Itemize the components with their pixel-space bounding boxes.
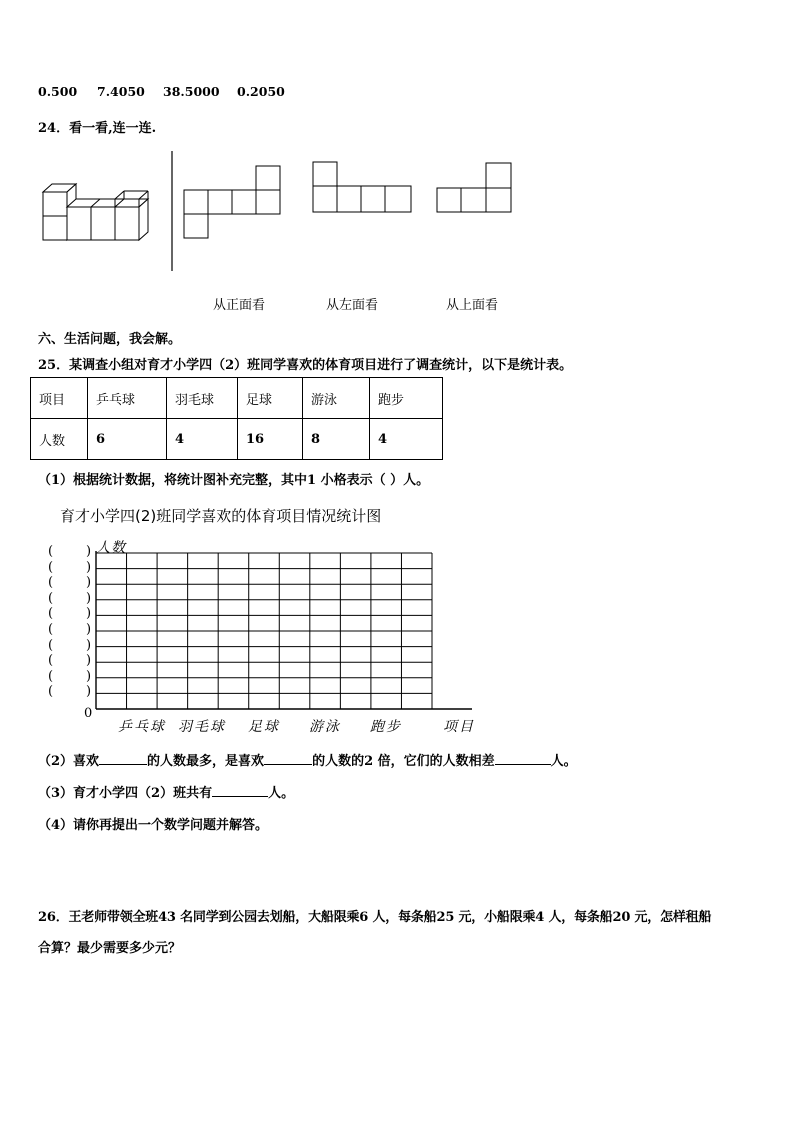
q25-part3 bbox=[38, 782, 294, 801]
number-item: 0.2050 bbox=[237, 84, 285, 99]
answer-blank[interactable] bbox=[212, 796, 268, 797]
text-segment: 的人数最多，是喜欢 bbox=[147, 754, 265, 769]
text-segment: 人。 bbox=[550, 754, 577, 769]
text-segment: （3）育才小学四（2）班共有 bbox=[38, 786, 213, 801]
y-axis-label: 人数 bbox=[96, 540, 126, 556]
q26-line1: 26．王老师带领全班43 名同学到公园去划船，大船限乘6 人，每条船25 元，小船限乘4 人，每条船20 元，怎样租船 bbox=[38, 910, 712, 925]
y-tick-label[interactable]: ( ) bbox=[48, 637, 92, 653]
y-tick-label[interactable]: ( ) bbox=[48, 622, 92, 637]
table-cell: 跑步 bbox=[370, 378, 443, 419]
q25-intro: 25．某调查小组对育才小学四（2）班同学喜欢的体育项目进行了调查统计，以下是统计表。 bbox=[38, 358, 573, 373]
table-cell: 游泳 bbox=[303, 378, 370, 419]
table-cell: 8 bbox=[303, 419, 370, 460]
y-tick-label[interactable]: ( ) bbox=[48, 559, 92, 575]
y-tick-label[interactable]: ( ) bbox=[48, 668, 92, 684]
table-cell: 人数 bbox=[31, 419, 88, 460]
q26-line2: 合算？最少需要多少元？ bbox=[38, 941, 182, 956]
origin-label: 0 bbox=[84, 706, 93, 721]
table-cell: 6 bbox=[88, 419, 167, 460]
table-cell: 4 bbox=[167, 419, 238, 460]
table-cell: 乒乓球 bbox=[88, 378, 167, 419]
table-cell: 羽毛球 bbox=[167, 378, 238, 419]
table-cell: 足球 bbox=[238, 378, 303, 419]
view-label-front: 从正面看 bbox=[213, 298, 266, 313]
table-cell: 项目 bbox=[31, 378, 88, 419]
section-heading: 六、生活问题，我会解。 bbox=[38, 332, 182, 347]
answer-blank[interactable] bbox=[99, 764, 147, 765]
x-tick-label: 乒乓球 bbox=[118, 719, 166, 735]
x-axis-label: 项目 bbox=[443, 719, 475, 735]
q24-title: 24．看一看,连一连. bbox=[38, 121, 157, 136]
answer-blank[interactable] bbox=[264, 764, 312, 765]
y-tick-label[interactable]: ( ) bbox=[48, 606, 92, 622]
x-tick-label: 跑步 bbox=[370, 719, 402, 735]
table-cell: 4 bbox=[370, 419, 443, 460]
q25-part4: （4）请你再提出一个数学问题并解答。 bbox=[38, 818, 269, 833]
y-tick-label[interactable]: ( ) bbox=[48, 653, 92, 669]
chart-title: 育才小学四(2)班同学喜欢的体育项目情况统计图 bbox=[60, 507, 382, 525]
x-tick-label: 羽毛球 bbox=[178, 719, 226, 735]
number-item: 38.5000 bbox=[163, 84, 220, 99]
number-item: 0.500 bbox=[38, 84, 78, 99]
y-tick-label[interactable]: ( ) bbox=[48, 544, 92, 559]
view-label-left: 从左面看 bbox=[326, 298, 379, 313]
q25-part1: （1）根据统计数据，将统计图补充完整，其中1 小格表示（ ）人。 bbox=[38, 473, 430, 488]
q25-part2 bbox=[38, 750, 577, 769]
y-tick-label[interactable]: ( ) bbox=[48, 575, 92, 591]
y-tick-label[interactable]: ( ) bbox=[48, 590, 92, 606]
answer-blank[interactable] bbox=[495, 764, 551, 765]
text-segment: 人。 bbox=[268, 786, 295, 801]
x-tick-label: 足球 bbox=[248, 719, 280, 735]
view-label-top: 从上面看 bbox=[446, 298, 499, 313]
x-tick-label: 游泳 bbox=[309, 719, 341, 735]
y-tick-label[interactable]: ( ) bbox=[48, 684, 92, 700]
table-cell: 16 bbox=[238, 419, 303, 460]
text-segment: 的人数的2 倍，它们的人数相差 bbox=[312, 754, 495, 769]
text-segment: （2）喜欢 bbox=[38, 754, 100, 769]
number-item: 7.4050 bbox=[97, 84, 145, 99]
